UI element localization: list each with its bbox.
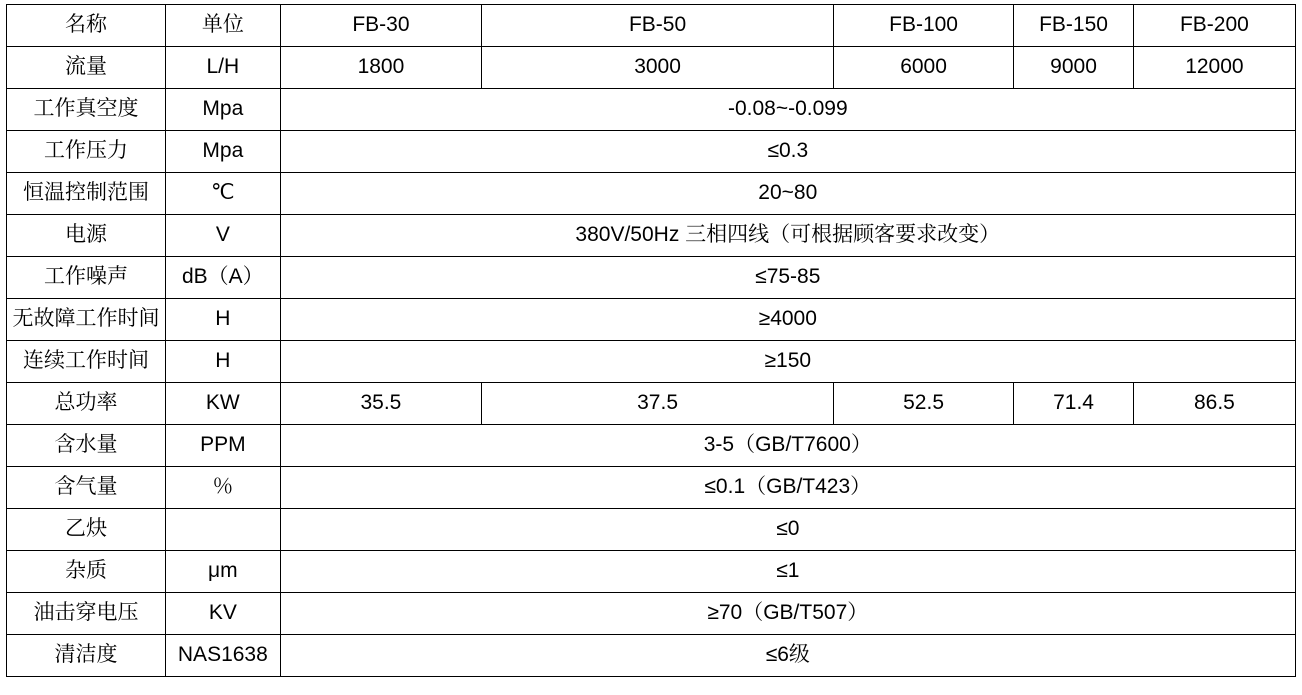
table-row [7,593,1296,635]
cell-value-merged: 20~80 [280,173,1295,215]
row-unit: 单位 [166,5,281,47]
row-unit: KV [166,593,281,635]
cell-value-merged: ≥4000 [280,299,1295,341]
row-unit: μm [166,551,281,593]
table-row [7,509,1296,551]
row-name: 连续工作时间 [7,341,166,383]
cell-value-merged: ≤75-85 [280,257,1295,299]
row-name: 乙炔 [7,509,166,551]
table-row [7,173,1296,215]
row-name: 名称 [7,5,166,47]
cell-value: 3000 [482,47,834,89]
cell-value: 37.5 [482,383,834,425]
table-row [7,635,1296,677]
row-unit: L/H [166,47,281,89]
cell-value: 1800 [280,47,482,89]
cell-value-merged: 380V/50Hz 三相四线（可根据顾客要求改变） [280,215,1295,257]
row-unit: H [166,299,281,341]
table-row [7,341,1296,383]
row-name: 杂质 [7,551,166,593]
cell-value: 52.5 [833,383,1013,425]
row-name: 工作噪声 [7,257,166,299]
row-name: 含水量 [7,425,166,467]
table-row [7,299,1296,341]
row-name: 工作真空度 [7,89,166,131]
row-unit [166,509,281,551]
cell-value: FB-200 [1133,5,1295,47]
row-name: 清洁度 [7,635,166,677]
row-name: 恒温控制范围 [7,173,166,215]
row-unit: V [166,215,281,257]
row-unit: PPM [166,425,281,467]
row-name: 含气量 [7,467,166,509]
cell-value-merged: -0.08~-0.099 [280,89,1295,131]
cell-value-merged: ≤0.1（GB/T423） [280,467,1295,509]
cell-value-merged: ≤0.3 [280,131,1295,173]
cell-value: FB-50 [482,5,834,47]
table-row [7,215,1296,257]
table-row [7,89,1296,131]
cell-value-merged: ≥70（GB/T507） [280,593,1295,635]
row-unit: KW [166,383,281,425]
cell-value: FB-30 [280,5,482,47]
cell-value-merged: ≤0 [280,509,1295,551]
row-unit: Mpa [166,131,281,173]
row-name: 总功率 [7,383,166,425]
row-name: 油击穿电压 [7,593,166,635]
row-name: 工作压力 [7,131,166,173]
cell-value: 6000 [833,47,1013,89]
row-unit: ℃ [166,173,281,215]
cell-value: FB-100 [833,5,1013,47]
table-body [7,5,1296,677]
specification-table [6,4,1296,677]
row-unit: ％ [166,467,281,509]
cell-value-merged: ≤1 [280,551,1295,593]
cell-value: 86.5 [1133,383,1295,425]
table-row [7,131,1296,173]
cell-value: FB-150 [1014,5,1134,47]
table-row [7,467,1296,509]
cell-value-merged: ≥150 [280,341,1295,383]
cell-value: 71.4 [1014,383,1134,425]
row-unit: dB（A） [166,257,281,299]
table-row [7,425,1296,467]
table-row [7,47,1296,89]
row-unit: NAS1638 [166,635,281,677]
row-name: 电源 [7,215,166,257]
row-name: 流量 [7,47,166,89]
cell-value: 9000 [1014,47,1134,89]
row-name: 无故障工作时间 [7,299,166,341]
table-row [7,383,1296,425]
table-row [7,257,1296,299]
cell-value-merged: ≤6级 [280,635,1295,677]
cell-value: 12000 [1133,47,1295,89]
table-row [7,5,1296,47]
table-row [7,551,1296,593]
cell-value: 35.5 [280,383,482,425]
row-unit: Mpa [166,89,281,131]
cell-value-merged: 3-5（GB/T7600） [280,425,1295,467]
row-unit: H [166,341,281,383]
